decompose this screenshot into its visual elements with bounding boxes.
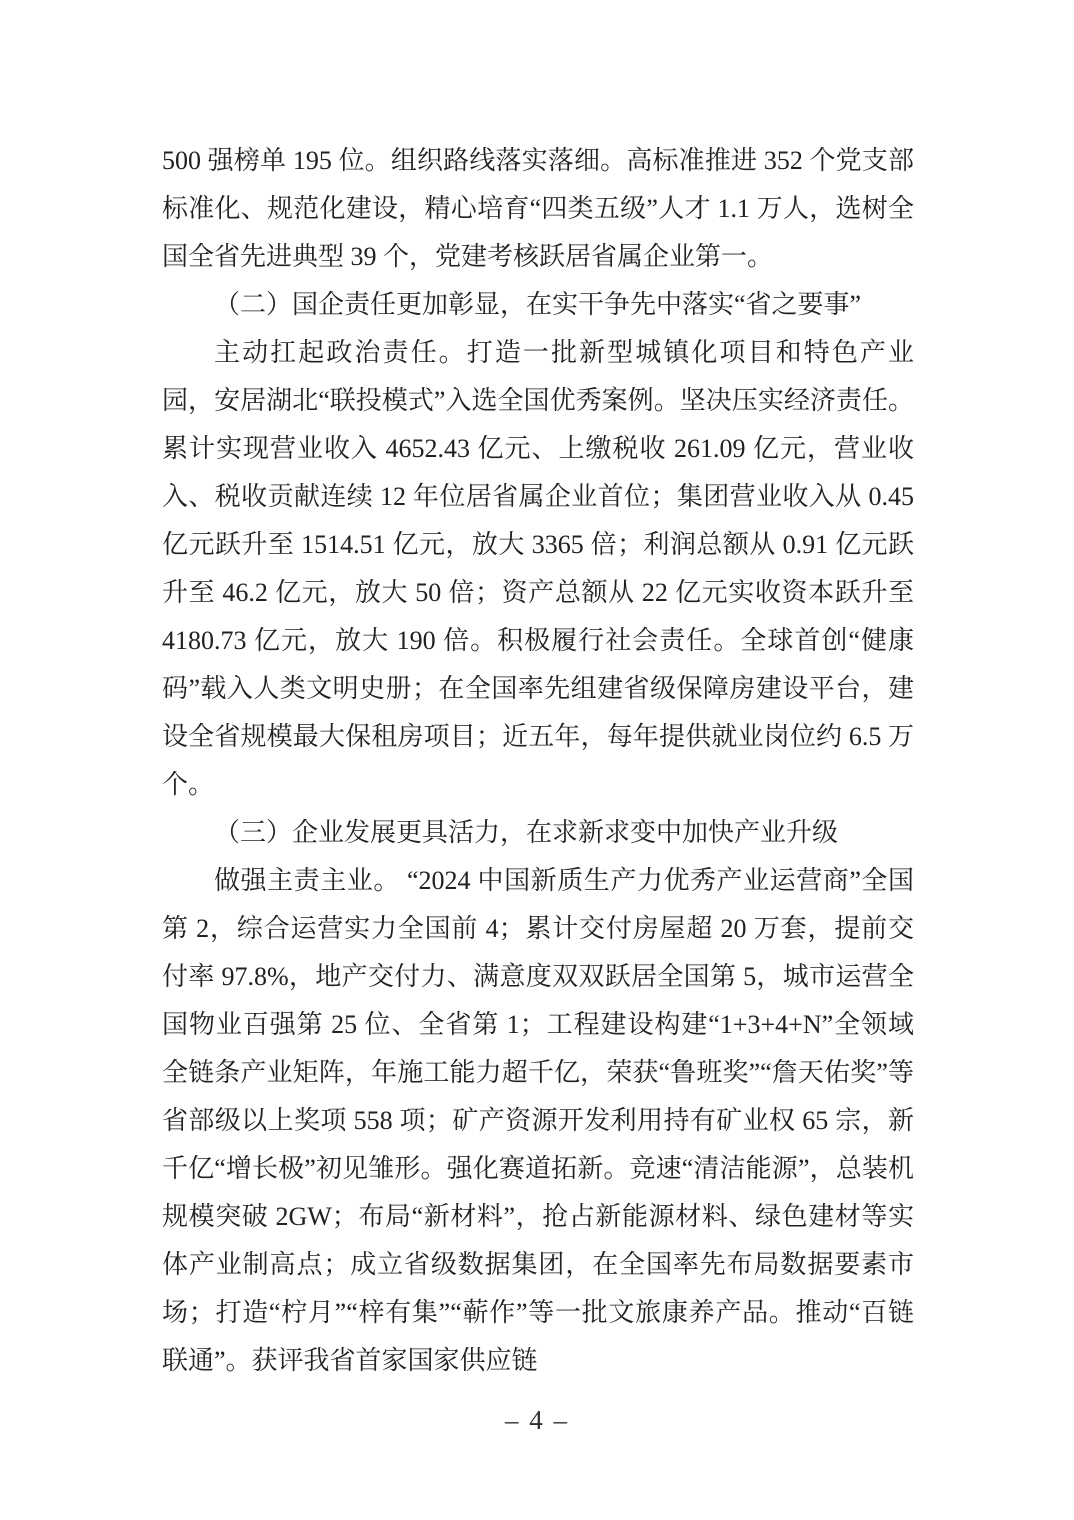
paragraph-continuation: 500 强榜单 195 位。组织路线落实落细。高标准推进 352 个党支部标准化、规范化建设，精心培育“四类五级”人才 1.1 万人，选树全国全省先进典型 39 个，党建考核跃居省属企业第一。	[162, 146, 914, 271]
section-heading-3: （三）企业发展更具活力，在求新求变中加快产业升级	[214, 818, 839, 847]
paragraph-section-3: 做强主责主业。 “2024 中国新质生产力优秀产业运营商”全国第 2，综合运营实力全国前 4；累计交付房屋超 20 万套，提前交付率 97.8%，地产交付力、满意度双双跃居全国第 5，城市运营全国物业百强第 25 位、全省第 1；工程建设构建“1+3+4+N”全领域全链条产业矩阵，年施工能力超千亿，荣获“鲁班奖”“詹天佑奖”等省部级以上奖项 558 项；矿产资源开发利用持有矿业权 65 宗，新千亿“增长极”初见雏形。强化赛道拓新。竞速“清洁能源”，总装机规模突破 2GW；布局“新材料”，抢占新能源材料、绿色建材等实体产业制高点；成立省级数据集团，在全国率先布局数据要素市场；打造“柠月”“梓有集”“蕲作”等一批文旅康养产品。推动“百链联通”。获评我省首家国家供应链	[162, 866, 914, 1375]
page-number: – 4 –	[505, 1405, 569, 1435]
document-text-block	[162, 137, 914, 1385]
paragraph-section-2: 主动扛起政治责任。打造一批新型城镇化项目和特色产业园，安居湖北“联投模式”入选全国优秀案例。坚决压实经济责任。累计实现营业收入 4652.43 亿元、上缴税收 261.09 亿元，营业收入、税收贡献连续 12 年位居省属企业首位；集团营业收入从 0.45 亿元跃升至 1514.51 亿元，放大 3365 倍；利润总额从 0.91 亿元跃升至 46.2 亿元，放大 50 倍；资产总额从 22 亿元实收资本跃升至 4180.73 亿元，放大 190 倍。积极履行社会责任。全球首创“健康码”载入人类文明史册；在全国率先组建省级保障房建设平台，建设全省规模最大保租房项目；近五年，每年提供就业岗位约 6.5 万个。	[162, 338, 914, 799]
section-heading-2: （二）国企责任更加彰显，在实干争先中落实“省之要事”	[214, 290, 862, 319]
